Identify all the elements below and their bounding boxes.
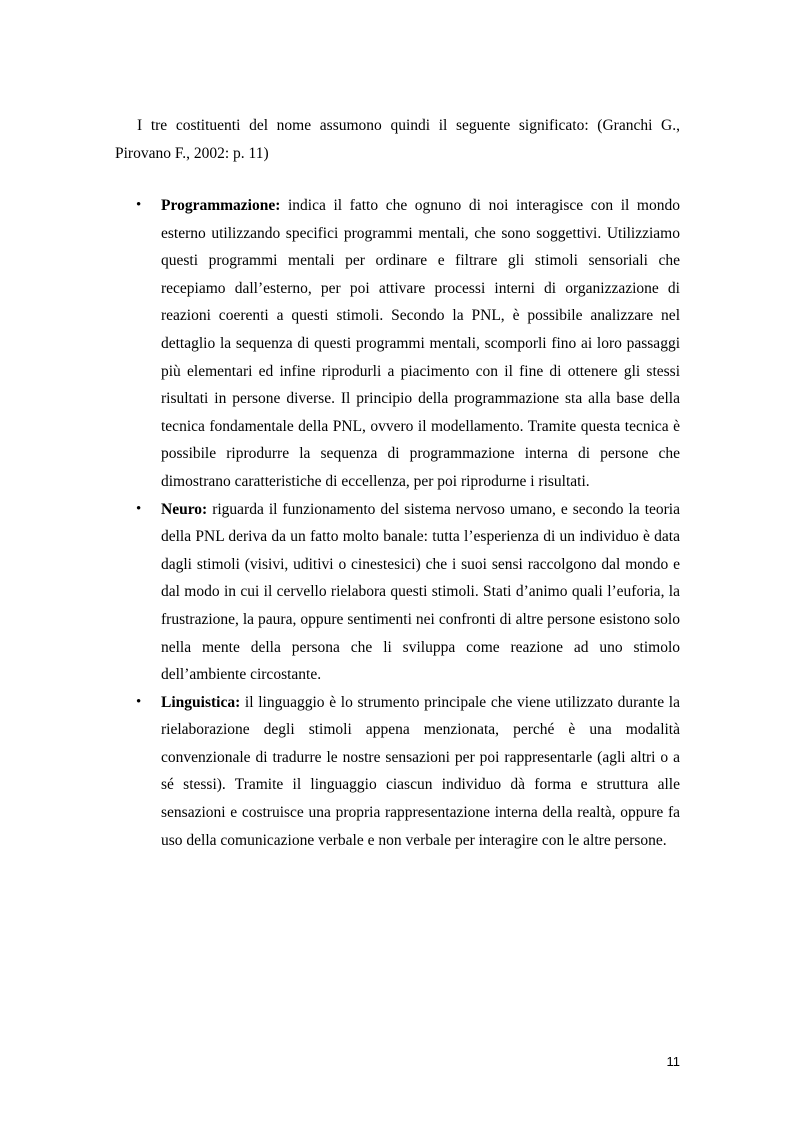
bullet-icon: •	[136, 197, 142, 213]
intro-paragraph: I tre costituenti del nome assumono quindi il seguente significato: (Granchi G., Pirovano F., 2002: p. 11)	[115, 117, 680, 162]
page-number: 11	[666, 1054, 680, 1069]
definition-linguistica: il linguaggio è lo strumento principale che viene utilizzato durante la rielaborazione degli stimoli appena menzionata, perché è una modalità convenzionale di tradurre le nostre sensazioni per poi rappresentarle (agli altri o a sé stessi). Tramite il linguaggio ciascun individuo dà forma e struttura alle sensazioni e costruisce una propria rappresentazione interna della realtà, oppure fa uso della comunicazione verbale e non verbale per interagire con le altre persone.	[161, 693, 680, 849]
bullet-icon: •	[136, 500, 142, 517]
bullet-icon: •	[136, 693, 142, 710]
term-programmazione: Programmazione:	[161, 197, 281, 214]
definition-list	[115, 192, 680, 854]
definition-neuro: riguarda il funzionamento del sistema nervoso umano, e secondo la teoria della PNL deriva da un fatto molto banale: tutta l’esperienza di un individuo è data dagli stimoli (visivi, uditivi o cinestesici) che i suoi sensi raccolgono dal mondo e dal modo in cui il cervello rielabora questi stimoli. Stati d’animo quali l’euforia, la frustrazione, la paura, oppure sentimenti nei confronti di altre persone esistono solo nella mente della persona che li sviluppa come reazione ad uno stimolo dell’ambiente circostante.	[161, 500, 680, 684]
definition-programmazione: indica il fatto che ognuno di noi interagisce con il mondo esterno utilizzando specifici programmi mentali, che sono soggettivi. Utilizziamo questi programmi mentali per ordinare e filtrare gli stimoli sensoriali che recepiamo dall’esterno, per poi attivare processi interni di organizzazione di reazioni coerenti a questi stimoli. Secondo la PNL, è possibile analizzare nel dettaglio la sequenza di questi programmi mentali, scomporli fino ai loro passaggi più elementari ed infine riprodurli a piacimento con il fine di ottenere gli stessi risultati in persone diverse. Il principio della programmazione sta alla base della tecnica fondamentale della PNL, ovvero il modellamento. Tramite questa tecnica è possibile riprodurre la sequenza di programmazione interna di persone che dimostrano caratteristiche di eccellenza, per poi riprodurne i risultati.	[161, 197, 680, 490]
list-item-programmazione	[115, 192, 680, 496]
term-neuro: Neuro:	[161, 500, 208, 518]
term-linguistica: Linguistica:	[161, 693, 241, 711]
list-item-linguistica	[115, 689, 680, 855]
list-item-neuro	[115, 496, 680, 689]
